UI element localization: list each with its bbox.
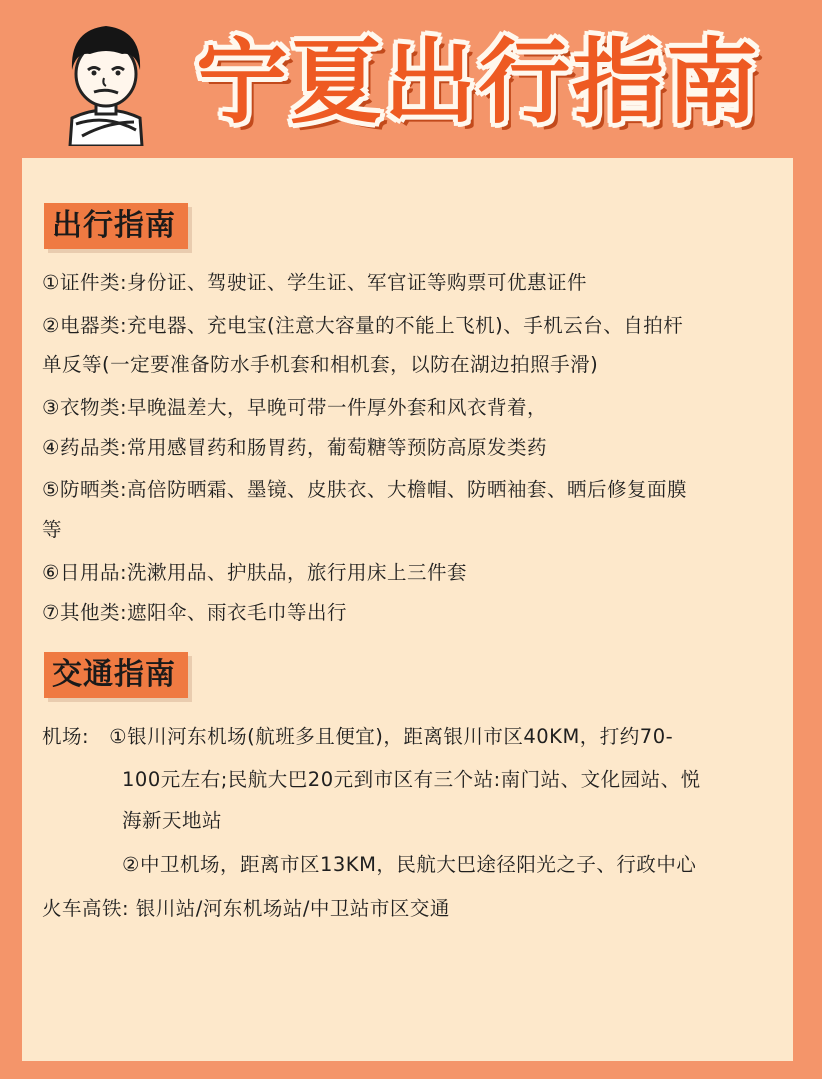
packing-line: ⑤防晒类:高倍防晒霜、墨镜、皮肤衣、大檐帽、防晒袖套、晒后修复面膜	[42, 478, 688, 501]
packing-line: 单反等(一定要准备防水手机套和相机套，以防在湖边拍照手滑)	[42, 353, 599, 376]
section-title-packing: 出行指南	[44, 203, 188, 249]
section-title-transport: 交通指南	[44, 652, 188, 698]
packing-line: ⑥日用品:洗漱用品、护肤品，旅行用床上三件套	[42, 561, 468, 584]
transport-line: 火车高铁: 银川站/河东机场站/中卫站市区交通	[42, 897, 450, 920]
header	[0, 0, 822, 160]
packing-line: ③衣物类:早晚温差大，早晚可带一件厚外套和风衣背着，	[42, 396, 548, 419]
transport-line: 100元左右;民航大巴20元到市区有三个站:南门站、文化园站、悦	[122, 768, 701, 791]
transport-line: ②中卫机场，距离市区13KM，民航大巴途径阳光之子、行政中心	[122, 853, 697, 876]
packing-line: 等	[42, 518, 63, 541]
packing-line: ②电器类:充电器、充电宝(注意大容量的不能上飞机)、手机云台、自拍杆	[42, 314, 684, 337]
packing-line: ①证件类:身份证、驾驶证、学生证、军官证等购票可优惠证件	[42, 271, 588, 294]
transport-line: 海新天地站	[122, 809, 223, 832]
page-title: 宁夏出行指南	[196, 29, 761, 136]
packing-line: ④药品类:常用感冒药和肠胃药，葡萄糖等预防高原发类药	[42, 436, 548, 459]
mascot-meme-icon	[56, 18, 156, 146]
transport-line: 机场: ①银川河东机场(航班多且便宜)，距离银川市区40KM，打约70-	[42, 725, 674, 748]
packing-line: ⑦其他类:遮阳伞、雨衣毛巾等出行	[42, 601, 348, 624]
content-card	[22, 158, 793, 1061]
